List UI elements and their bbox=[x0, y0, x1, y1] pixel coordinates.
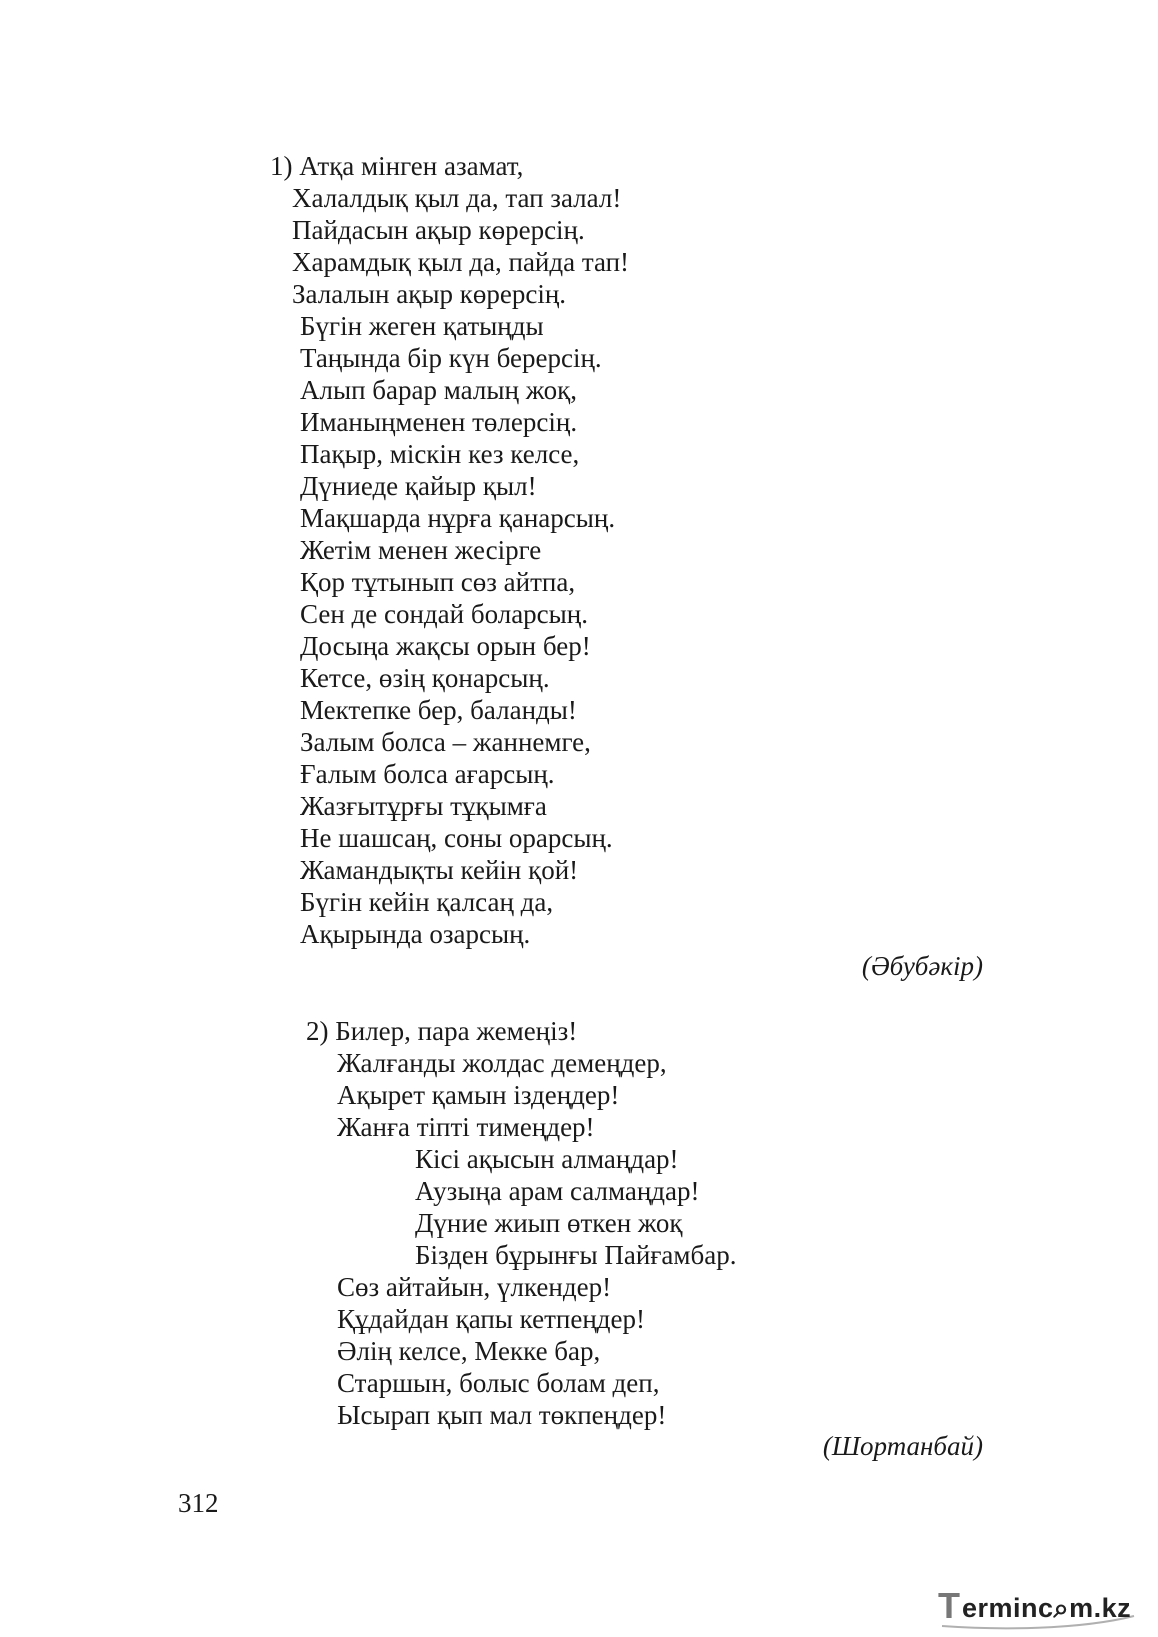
poem-1-line: Кетсе, өзің қонарсың. bbox=[300, 663, 550, 693]
poem-2-line: Старшын, болыс болам деп, bbox=[337, 1368, 660, 1398]
poem-1-line: Таңында бір күн берерсің. bbox=[300, 343, 602, 373]
poem-1-line: Бүгін жеген қатыңды bbox=[300, 311, 544, 341]
poem-1-line: Ғалым болса ағарсың. bbox=[300, 759, 555, 789]
poem-1-line: Халалдық қыл да, тап залал! bbox=[292, 183, 622, 213]
poem-2-line: Ақырет қамын іздеңдер! bbox=[337, 1080, 620, 1110]
poem-2-line: Бізден бұрынғы Пайғамбар. bbox=[415, 1240, 737, 1270]
poem-1-line: Мақшарда нұрға қанарсың. bbox=[300, 503, 616, 533]
poem-1-line: Сен де сондай боларсың. bbox=[300, 599, 589, 629]
poem-2-line: Жанға тіпті тимеңдер! bbox=[337, 1112, 595, 1142]
logo-letter-t: T bbox=[938, 1585, 960, 1626]
poem-2-line: Кісі ақысын алмаңдар! bbox=[415, 1144, 679, 1174]
poem-1-line: Пақыр, міскін кез келсе, bbox=[300, 439, 580, 469]
poem-1-line: Жамандықты кейін қой! bbox=[300, 855, 579, 885]
termincom-logo bbox=[938, 1586, 1138, 1630]
poem-1-line: Мектепке бер, баланды! bbox=[300, 695, 577, 725]
poem-1-line: Харамдық қыл да, пайда тап! bbox=[292, 247, 630, 277]
logo-text: erminc⌕m.kz bbox=[962, 1593, 1132, 1623]
poem-1-line: Залым болса – жаннемге, bbox=[300, 727, 591, 757]
poem-2-line: Жалғанды жолдас демеңдер, bbox=[337, 1048, 667, 1078]
poem-2-author: (Шортанбай) bbox=[822, 1431, 983, 1461]
poem-2-line: 2) Билер, пара жемеңіз! bbox=[306, 1016, 578, 1046]
poem-1-author: (Әбубәкір) bbox=[861, 951, 983, 981]
poem-2-line: Әлің келсе, Мекке бар, bbox=[337, 1336, 601, 1366]
poem-1-line: Иманыңменен төлерсің. bbox=[300, 407, 578, 437]
poem-1-line: Жетім менен жесірге bbox=[300, 535, 542, 565]
poem-2-line: Құдайдан қапы кетпеңдер! bbox=[337, 1304, 646, 1334]
poem-1-line: Ақырында озарсың. bbox=[300, 919, 531, 949]
poem-2-line: Аузыңа арам салмаңдар! bbox=[415, 1176, 700, 1206]
poem-1-line: Досыңа жақсы орын бер! bbox=[300, 631, 591, 661]
poem-1-line: Алып барар малың жоқ, bbox=[300, 375, 578, 405]
poem-1-line: Залалын ақыр көрерсің. bbox=[292, 279, 567, 309]
page-number: 312 bbox=[178, 1488, 219, 1518]
poem-2-line: Дүние жиып өткен жоқ bbox=[415, 1208, 683, 1238]
poem-1-line: Жазғытұрғы тұқымға bbox=[300, 791, 547, 821]
poem-1-line: Не шашсаң, соны орарсың. bbox=[300, 823, 613, 853]
poem-2-line: Сөз айтайын, үлкендер! bbox=[337, 1272, 612, 1302]
poem-1-line: Пайдасын ақыр көрерсің. bbox=[292, 215, 585, 245]
poem-1-line: 1) Атқа мінген азамат, bbox=[270, 151, 524, 181]
poem-2-line: Ысырап қып мал төкпеңдер! bbox=[337, 1400, 667, 1430]
poem-1-line: Бүгін кейін қалсаң да, bbox=[300, 887, 554, 917]
poem-1-line: Қор тұтынып сөз айтпа, bbox=[300, 567, 576, 597]
poem-1-line: Дүниеде қайыр қыл! bbox=[300, 471, 537, 501]
